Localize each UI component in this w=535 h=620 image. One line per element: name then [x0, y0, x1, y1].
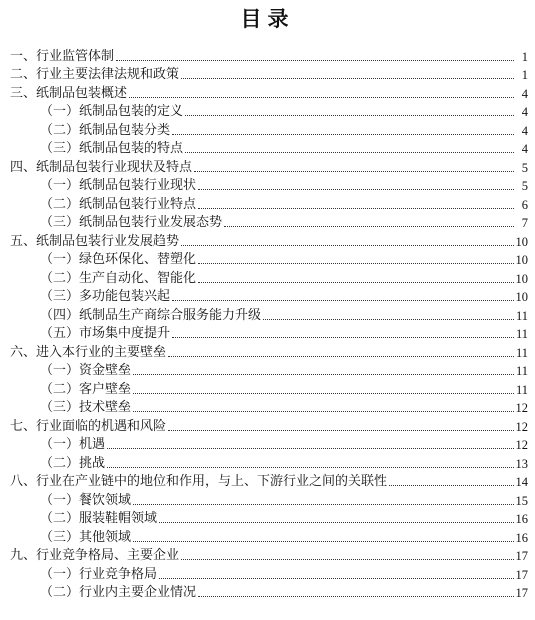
toc-subentry[interactable] — [10, 361, 528, 380]
toc-entry[interactable] — [10, 231, 528, 250]
toc-page-number: 7 — [521, 216, 528, 230]
toc-page-number: 4 — [521, 142, 528, 156]
dot-leader — [107, 466, 513, 468]
toc-entry-label: 八、行业在产业链中的地位和作用，与上、下游行业之间的关联性 — [10, 474, 388, 489]
toc-entry-label: （二）纸制品包装行业特点 — [40, 196, 197, 212]
toc-list — [10, 46, 528, 601]
toc-subentry[interactable] — [10, 139, 528, 158]
toc-entry-label: （二）纸制品包装分类 — [40, 122, 171, 138]
toc-subentry[interactable] — [10, 305, 528, 324]
toc-subentry[interactable] — [10, 250, 528, 269]
toc-page-number: 6 — [521, 197, 528, 212]
toc-entry-label: （二）行业内主要企业情况 — [40, 585, 197, 600]
toc-page-number: 10 — [515, 253, 528, 267]
dot-leader — [181, 244, 513, 246]
dot-leader — [168, 355, 514, 357]
toc-page-number: 11 — [515, 382, 528, 397]
dot-leader — [198, 281, 513, 283]
toc-entry[interactable] — [10, 157, 528, 176]
toc-entry-label: 一、行业监管体制 — [10, 48, 115, 64]
toc-subentry[interactable] — [10, 564, 528, 583]
toc-entry-label: （一）机遇 — [40, 437, 106, 452]
dot-leader — [224, 225, 514, 227]
dot-leader — [198, 188, 514, 190]
toc-subentry[interactable] — [10, 176, 528, 195]
dot-leader — [181, 77, 514, 79]
toc-entry[interactable] — [10, 46, 528, 65]
toc-entry-label: （一）行业竞争格局 — [40, 566, 158, 582]
toc-entry-label: （二）挑战 — [40, 455, 106, 471]
dot-leader — [172, 299, 513, 301]
toc-entry[interactable] — [10, 83, 528, 102]
toc-subentry[interactable] — [10, 509, 528, 528]
toc-page-number: 5 — [521, 179, 528, 193]
toc-subentry[interactable] — [10, 527, 528, 546]
toc-page-number: 15 — [515, 493, 528, 508]
toc-page-number: 17 — [515, 567, 528, 582]
toc-entry-label: 九、行业竞争格局、主要企业 — [10, 548, 180, 563]
toc-entry[interactable] — [10, 416, 528, 435]
toc-subentry[interactable] — [10, 453, 528, 472]
toc-entry-label: （四）纸制品生产商综合服务能力升级 — [40, 307, 262, 323]
toc-page-number: 13 — [515, 456, 528, 471]
dot-leader — [198, 262, 513, 264]
toc-subentry[interactable] — [10, 213, 528, 232]
toc-page-number: 10 — [515, 271, 528, 286]
dot-leader — [133, 410, 513, 412]
toc-entry[interactable] — [10, 472, 528, 491]
toc-entry-label: （一）资金壁垒 — [40, 363, 132, 378]
dot-leader — [133, 373, 514, 375]
dot-leader — [172, 336, 514, 338]
dot-leader — [198, 207, 514, 209]
dot-leader — [185, 151, 514, 153]
toc-entry-label: （三）纸制品包装的特点 — [40, 141, 184, 156]
toc-page-number: 4 — [521, 123, 528, 138]
toc-page-number: 11 — [515, 327, 528, 341]
toc-page-number: 1 — [521, 68, 528, 82]
toc-entry[interactable] — [10, 65, 528, 84]
toc-subentry[interactable] — [10, 379, 528, 398]
toc-entry-label: （三）其他领域 — [40, 529, 132, 545]
toc-page-number: 11 — [515, 308, 528, 323]
toc-page-number: 12 — [515, 438, 528, 452]
toc-entry-label: （一）绿色环保化、替塑化 — [40, 252, 197, 267]
toc-page-number: 17 — [515, 549, 528, 563]
toc-entry-label: 四、纸制品包装行业现状及特点 — [10, 159, 193, 175]
toc-page-number: 16 — [515, 530, 528, 545]
toc-page-number: 4 — [521, 105, 528, 119]
toc-entry-label: 五、纸制品包装行业发展趋势 — [10, 233, 180, 249]
toc-page-number: 12 — [515, 401, 528, 415]
toc-page-number: 12 — [515, 419, 528, 434]
dot-leader — [194, 170, 514, 172]
toc-entry-label: （三）纸制品包装行业发展态势 — [40, 215, 223, 230]
dot-leader — [159, 521, 513, 523]
dot-leader — [168, 429, 513, 431]
toc-subentry[interactable] — [10, 287, 528, 306]
toc-page-number: 1 — [521, 49, 528, 64]
toc-entry-label: （五）市场集中度提升 — [40, 326, 171, 341]
toc-page-number: 17 — [515, 586, 528, 600]
toc-entry-label: 二、行业主要法律法规和政策 — [10, 67, 180, 82]
dot-leader — [172, 133, 514, 135]
dot-leader — [107, 447, 513, 449]
toc-entry[interactable] — [10, 546, 528, 565]
toc-page-number: 10 — [515, 290, 528, 304]
dot-leader — [185, 114, 514, 116]
toc-entry-label: （三）技术壁垒 — [40, 400, 132, 415]
dot-leader — [133, 392, 514, 394]
toc-subentry[interactable] — [10, 324, 528, 343]
toc-subentry[interactable] — [10, 583, 528, 602]
toc-subentry[interactable] — [10, 102, 528, 121]
toc-entry-label: （一）纸制品包装的定义 — [40, 104, 184, 119]
toc-entry-label: （一）餐饮领域 — [40, 492, 132, 508]
toc-entry-label: （二）服装鞋帽领域 — [40, 511, 158, 526]
dot-leader — [181, 558, 513, 560]
toc-page-number: 4 — [521, 86, 528, 101]
toc-subentry[interactable] — [10, 120, 528, 139]
toc-page-number: 5 — [521, 160, 528, 175]
toc-subentry[interactable] — [10, 268, 528, 287]
dot-leader — [116, 59, 514, 61]
dot-leader — [198, 595, 513, 597]
toc-subentry[interactable] — [10, 194, 528, 213]
toc-page-number: 14 — [515, 475, 528, 489]
toc-page-number: 16 — [515, 512, 528, 526]
toc-subentry[interactable] — [10, 435, 528, 454]
dot-leader — [133, 503, 513, 505]
dot-leader — [129, 96, 514, 98]
toc-entry-label: 三、纸制品包装概述 — [10, 85, 128, 101]
toc-page-number: 10 — [515, 234, 528, 249]
dot-leader — [389, 484, 513, 486]
toc-entry-label: （三）多功能包装兴起 — [40, 289, 171, 304]
toc-title: 目录 — [240, 7, 295, 31]
toc-entry-label: 六、进入本行业的主要壁垒 — [10, 344, 167, 360]
toc-entry-label: 七、行业面临的机遇和风险 — [10, 418, 167, 434]
dot-leader — [159, 577, 513, 579]
toc-entry-label: （一）纸制品包装行业现状 — [40, 178, 197, 193]
toc-entry[interactable] — [10, 342, 528, 361]
toc-entry-label: （二）生产自动化、智能化 — [40, 270, 197, 286]
toc-entry-label: （二）客户壁垒 — [40, 381, 132, 397]
toc-page-number: 11 — [515, 364, 528, 378]
dot-leader — [133, 540, 513, 542]
dot-leader — [263, 318, 514, 320]
toc-subentry[interactable] — [10, 490, 528, 509]
toc-page-number: 11 — [515, 345, 528, 360]
toc-subentry[interactable] — [10, 398, 528, 417]
